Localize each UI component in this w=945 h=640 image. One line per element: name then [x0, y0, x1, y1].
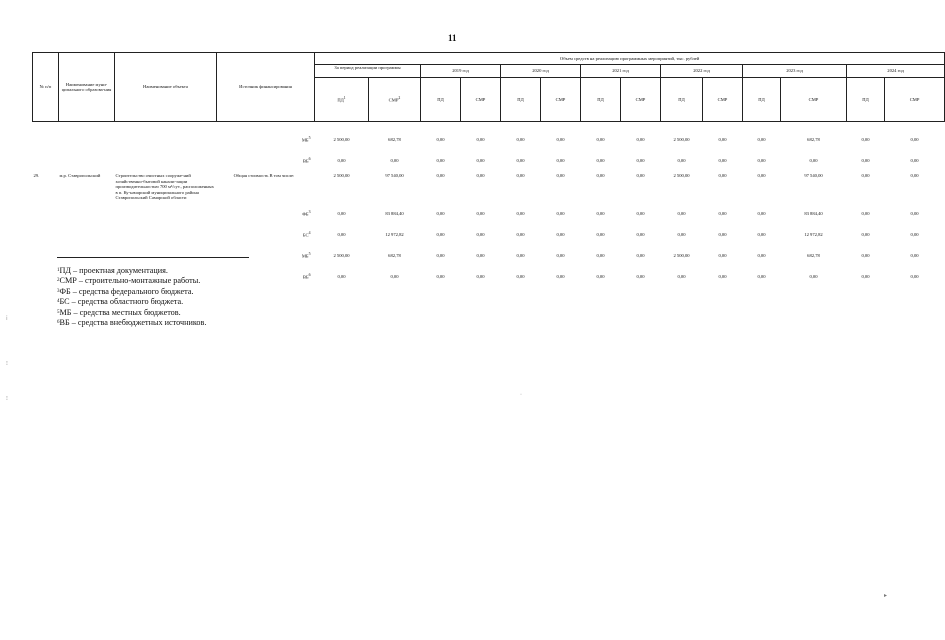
- table-cell: 0,00: [718, 231, 727, 237]
- table-cell: 0,00: [436, 136, 445, 142]
- source-label: $БС^4$: [302, 231, 311, 238]
- table-cell: 0,00: [476, 173, 485, 178]
- table-cell: 0,00: [636, 157, 645, 163]
- table-cell: 0,00: [436, 173, 445, 178]
- table-cell: 0,00: [861, 252, 870, 258]
- footnotes: [57, 266, 206, 328]
- header-smr-period: СМР$^2$: [369, 78, 421, 122]
- table-row: [33, 224, 945, 245]
- table-cell: 0,00: [596, 231, 605, 237]
- table-cell: 0,00: [596, 157, 605, 163]
- table-cell: 0,00: [556, 210, 565, 216]
- scan-artifact: ▸: [884, 593, 888, 599]
- header-object: Наименование объекта: [115, 53, 217, 122]
- table-cell: 0,00: [636, 252, 645, 258]
- source-label: $МБ^5$: [301, 136, 311, 143]
- table-row: [33, 245, 945, 266]
- table-cell: 0,00: [910, 231, 919, 237]
- table-cell: 0,00: [718, 136, 727, 142]
- table-cell: 0,00: [861, 231, 870, 237]
- table-cell: 0,00: [910, 252, 919, 258]
- table-cell: 0,00: [596, 136, 605, 142]
- table-cell: 0,00: [910, 157, 919, 163]
- table-cell: 2 500,00: [673, 173, 690, 178]
- table-cell: 0,00: [436, 157, 445, 163]
- table-cell: 0,00: [757, 210, 766, 216]
- table-cell: 0,00: [556, 173, 565, 178]
- table-cell: 0,00: [337, 210, 346, 216]
- table-cell: 0,00: [476, 252, 485, 258]
- header-period: За период реализации программы: [315, 65, 421, 78]
- header-pd-2021: ПД: [581, 78, 621, 122]
- table-cell: 0,00: [910, 273, 919, 279]
- table-cell: 0,00: [436, 273, 445, 279]
- header-volume: Объем средств на реализацию программных мероприятий, тыс. рублей: [315, 53, 945, 65]
- table-cell: 0,00: [677, 273, 686, 279]
- table-cell: 0,00: [910, 136, 919, 142]
- table-cell: 97 540,00: [804, 173, 823, 178]
- table-cell: 0,00: [516, 252, 525, 258]
- table-cell: 0,00: [636, 273, 645, 279]
- table-cell: 0,00: [516, 157, 525, 163]
- table-cell: 0,00: [516, 210, 525, 216]
- scan-artifact: ⁝: [6, 361, 8, 367]
- table-row: [33, 150, 945, 171]
- table-cell: 682,78: [388, 136, 401, 142]
- table-cell: 0,00: [476, 136, 485, 142]
- footnote-item: $^3$ФБ – средства федерального бюджета.: [57, 286, 194, 296]
- header-pd-2024: ПД: [847, 78, 885, 122]
- table-cell: 0,00: [757, 157, 766, 163]
- table-cell: 0,00: [556, 136, 565, 142]
- table-cell: 0,00: [337, 231, 346, 237]
- table-cell: 0,00: [718, 273, 727, 279]
- source-label: $ФБ^3$: [302, 210, 311, 217]
- header-smr-2021: СМР: [621, 78, 661, 122]
- table-cell: 682,78: [388, 252, 401, 258]
- table-cell: 0,00: [757, 136, 766, 142]
- table-cell: 0,00: [516, 173, 525, 178]
- header-year-2023: 2023 год: [743, 65, 847, 78]
- object-name: Строительство очистных сооруже-ний хозяйственно-бытовой канали-зации производительностью 700 м³/сут., расположенных в п. Ку-начарский муниципального района Ставропольский Самарской области: [115, 173, 214, 200]
- footnote-item: $^5$МБ – средства местных бюджетов.: [57, 307, 181, 317]
- source-label: Общая стоимость В том числе:: [233, 173, 295, 178]
- table-cell: 0,00: [861, 157, 870, 163]
- header-pd-period: $ПД^1$: [315, 78, 369, 122]
- table-cell: 0,00: [337, 157, 346, 163]
- header-year-2022: 2022 год: [661, 65, 743, 78]
- table-cell: 2 500,00: [333, 252, 350, 258]
- table-cell: 0,00: [718, 173, 727, 178]
- table-cell: 0,00: [677, 210, 686, 216]
- table-cell: 0,00: [757, 173, 766, 178]
- scan-artifact: ⁝: [6, 396, 8, 402]
- table-cell: 0,00: [436, 231, 445, 237]
- table-cell: 0,00: [476, 273, 485, 279]
- footnote-item: $^4$БС – средства областного бюджета.: [57, 297, 184, 307]
- table-cell: 2 500,00: [673, 136, 690, 142]
- table-cell: 0,00: [757, 231, 766, 237]
- table-cell: 0,00: [476, 231, 485, 237]
- table-cell: 0,00: [436, 210, 445, 216]
- table-cell: 97 540,00: [385, 173, 404, 178]
- header-smr-2020: СМР: [541, 78, 581, 122]
- table-cell: 0,00: [436, 252, 445, 258]
- header-num: № п/п: [33, 53, 59, 122]
- table-cell: 0,00: [861, 273, 870, 279]
- footnote-item: $^6$ВБ – средства внебюджетных источников.: [57, 318, 207, 328]
- header-pd-2023: ПД: [743, 78, 781, 122]
- page-number: 11: [448, 33, 457, 43]
- table-cell: 0,00: [556, 273, 565, 279]
- table-cell: 0,00: [596, 252, 605, 258]
- table-cell: 0,00: [861, 210, 870, 216]
- table-cell: 0,00: [636, 231, 645, 237]
- table-cell: 0,00: [809, 273, 818, 279]
- table-cell: 12 972,82: [385, 231, 404, 237]
- header-smr-2022: СМР: [703, 78, 743, 122]
- table-cell: 0,00: [556, 157, 565, 163]
- scan-artifact: ·: [520, 392, 522, 398]
- table-cell: 0,00: [757, 252, 766, 258]
- table-cell: 0,00: [636, 173, 645, 178]
- footnote-item: $^1$ПД – проектная документация.: [57, 266, 168, 275]
- table-cell: 0,00: [596, 273, 605, 279]
- table-cell: 0,00: [677, 157, 686, 163]
- table-cell: 0,00: [636, 210, 645, 216]
- table-cell: 0,00: [910, 210, 919, 216]
- header-pd-2019: ПД: [421, 78, 461, 122]
- table-cell: 0,00: [677, 231, 686, 237]
- footnote-divider: [57, 257, 249, 258]
- header-smr-2019: СМР: [461, 78, 501, 122]
- table-cell: 0,00: [390, 157, 399, 163]
- table-cell: 0,00: [556, 231, 565, 237]
- header-smr-2024: СМР: [885, 78, 945, 122]
- table-cell: 682,78: [807, 136, 820, 142]
- table-cell: 0,00: [476, 157, 485, 163]
- table-cell: 0,00: [861, 136, 870, 142]
- footnote-item: $^2$СМР – строительно-монтажные работы.: [57, 276, 201, 286]
- table-cell: 0,00: [718, 252, 727, 258]
- header-source: Источник финансирования: [217, 53, 315, 122]
- table-cell: 682,78: [807, 252, 820, 258]
- municipality-name: м.р. Ставропольский: [59, 173, 101, 178]
- table-cell: 0,00: [390, 273, 399, 279]
- source-label: $ВБ^6$: [302, 273, 311, 280]
- table-cell: 0,00: [910, 173, 919, 178]
- header-pd-2022: ПД: [661, 78, 703, 122]
- header-year-2020: 2020 год: [501, 65, 581, 78]
- table-cell: 0,00: [718, 157, 727, 163]
- table-cell: 0,00: [556, 252, 565, 258]
- table-cell: 0,00: [476, 210, 485, 216]
- table-cell: 0,00: [516, 273, 525, 279]
- table-cell: 0,00: [861, 173, 870, 178]
- table-row: [33, 171, 945, 203]
- table-cell: 0,00: [718, 210, 727, 216]
- scan-artifact: ⁞: [6, 316, 8, 322]
- table-cell: 83 884,40: [385, 210, 404, 216]
- table-cell: 0,00: [596, 173, 605, 178]
- header-smr-2023: СМР: [781, 78, 847, 122]
- header-year-2024: 2024 год: [847, 65, 945, 78]
- table-cell: 0,00: [809, 157, 818, 163]
- table-cell: 0,00: [337, 273, 346, 279]
- table-cell: 2 500,00: [333, 136, 350, 142]
- row-number: 29.: [33, 173, 40, 178]
- source-label: $ВБ^6$: [302, 157, 311, 164]
- program-funding-table: [32, 52, 945, 287]
- table-cell: 12 972,82: [804, 231, 823, 237]
- table-cell: 2 500,00: [333, 173, 350, 178]
- table-cell: 0,00: [757, 273, 766, 279]
- table-row: [33, 129, 945, 150]
- header-year-2021: 2021 год: [581, 65, 661, 78]
- table-cell: 2 500,00: [673, 252, 690, 258]
- source-label: $МБ^5$: [301, 252, 311, 259]
- table-cell: 0,00: [596, 210, 605, 216]
- header-municipality: Наименование муни-ципального образова-ния: [59, 53, 115, 122]
- header-pd-2020: ПД: [501, 78, 541, 122]
- table-cell: 83 884,40: [804, 210, 823, 216]
- table-cell: 0,00: [636, 136, 645, 142]
- header-year-2019: 2019 год: [421, 65, 501, 78]
- table-cell: 0,00: [516, 136, 525, 142]
- table-cell: 0,00: [516, 231, 525, 237]
